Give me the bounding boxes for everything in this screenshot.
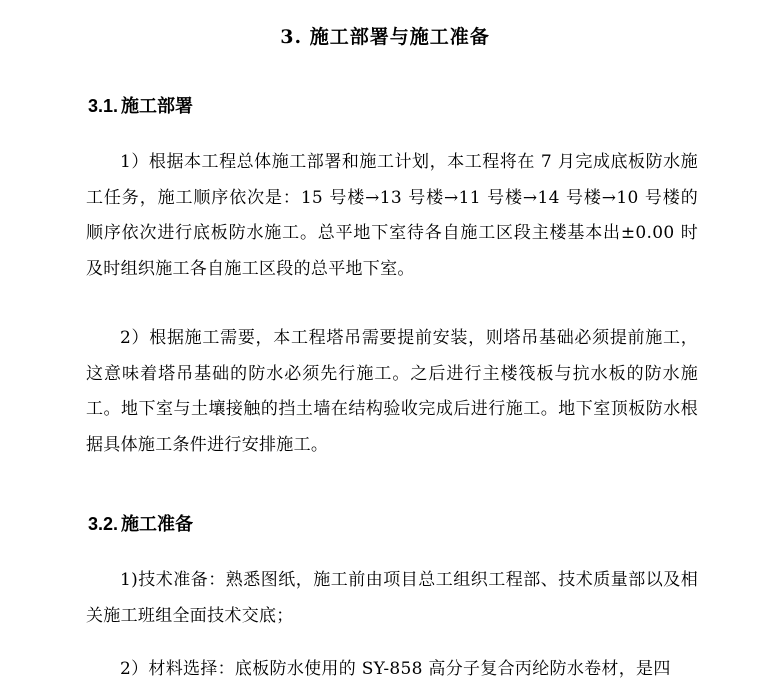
section-title: 施工部署 — [121, 96, 194, 117]
section-number: 3.1. — [88, 96, 119, 116]
chapter-title: 3. 施工部署与施工准备 — [280, 26, 490, 48]
section-heading-3-2 — [88, 510, 193, 536]
paragraph: 1）根据本工程总体施工部署和施工计划，本工程将在 7 月完成底板防水施工任务，施工顺序依次是：15 号楼→13 号楼→11 号楼→14 号楼→10 号楼的顺序依次进行底板防水施工。总平地下室待各自施工区段主楼基本出±0.00 时及时组织施工各自施工区段的总平地下室。 — [86, 152, 698, 279]
section-number: 3.2. — [88, 514, 119, 534]
paragraph: 2）材料选择：底板防水使用的 SY-858 高分子复合丙纶防水卷材，是四 — [120, 659, 671, 679]
section-title: 施工准备 — [121, 514, 194, 535]
section-heading-3-1 — [88, 92, 193, 118]
paragraph: 1)技术准备：熟悉图纸，施工前由项目总工组织工程部、技术质量部以及相关施工班组全面技术交底； — [86, 570, 698, 626]
paragraph: 2）根据施工需要，本工程塔吊需要提前安装，则塔吊基础必须提前施工，这意味着塔吊基础的防水必须先行施工。之后进行主楼筏板与抗水板的防水施工。地下室与土壤接触的挡土墙在结构验收完成后进行施工。地下室顶板防水根据具体施工条件进行安排施工。 — [86, 328, 698, 455]
